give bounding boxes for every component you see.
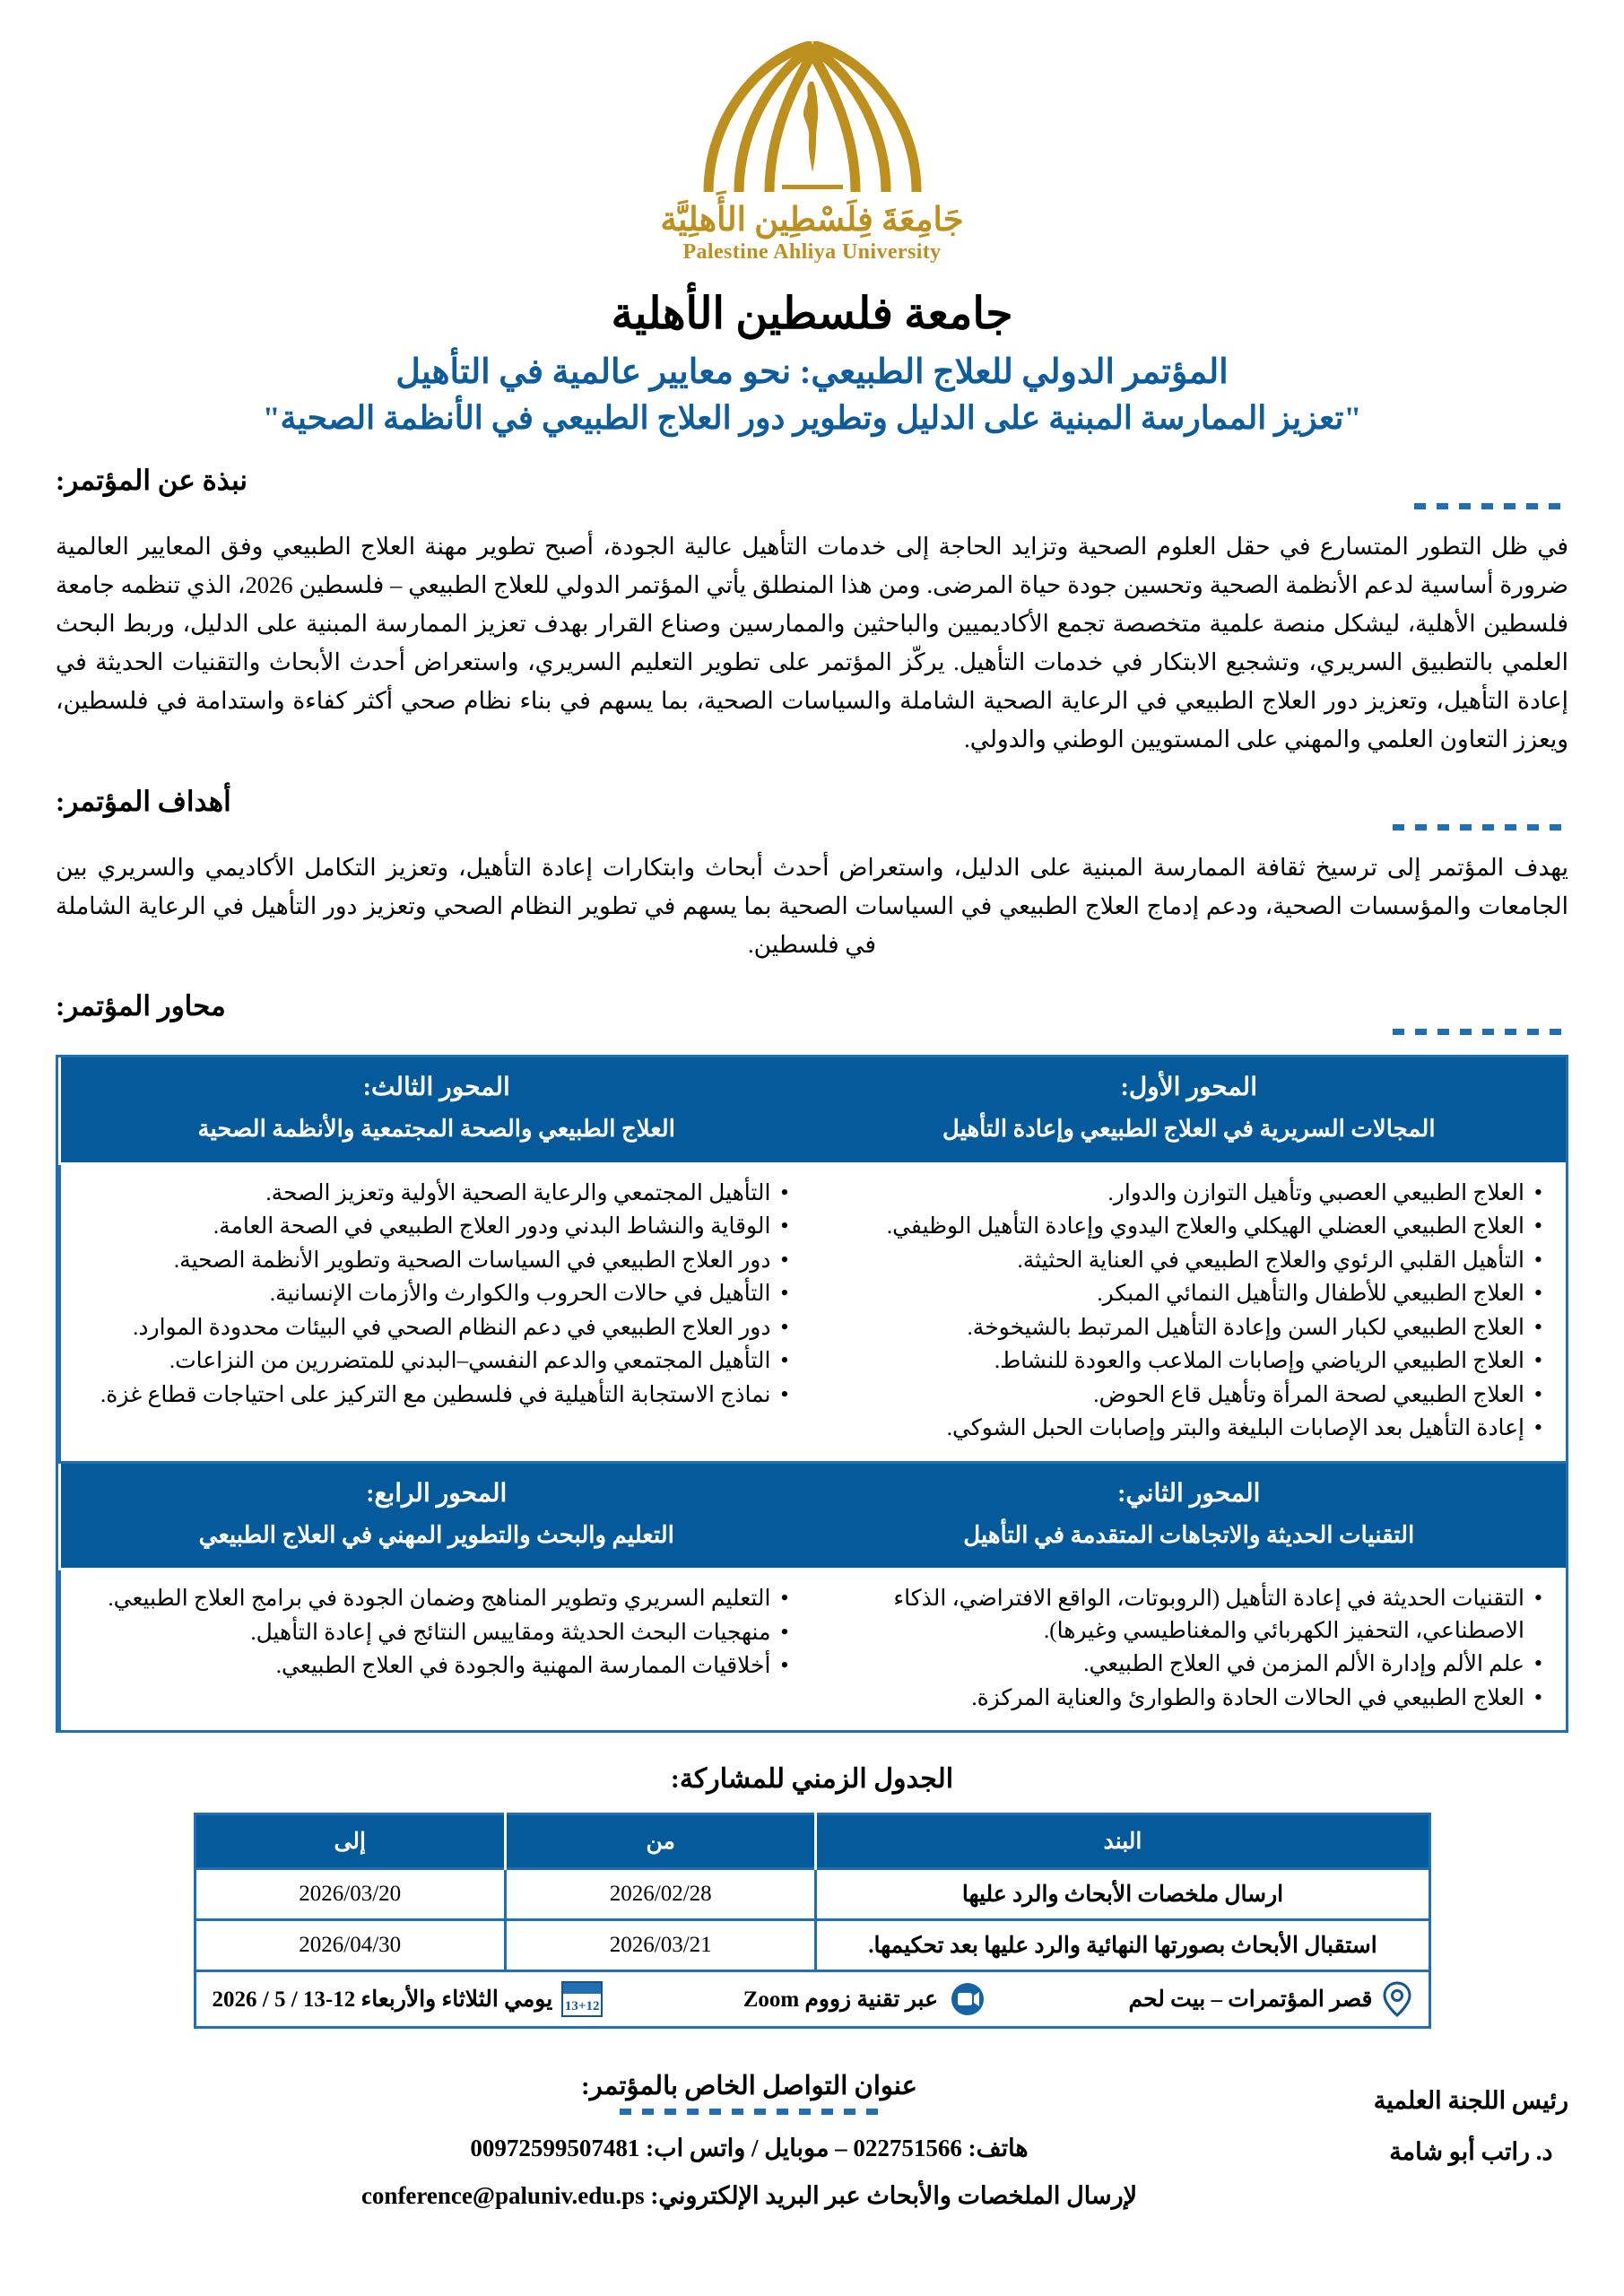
objectives-paragraph: يهدف المؤتمر إلى ترسيخ ثقافة الممارسة المبنية على الدليل، واستعراض أحدث أبحاث وابتكارات إعادة التأهيل، وتعزيز التكامل الأكاديمي والسريري بين الجامعات والمؤسسات الصحية، ودعم إدماج العلاج الطبيعي في السياسات الصحية بما يسهم في تطوير النظام الصحي وتعزيز دور التأهيل في الرعاية الشاملة في فلسطين. [56, 853, 1568, 958]
objectives-heading-underline [1393, 824, 1568, 831]
theme-body-4 [58, 1570, 812, 1730]
theme-name-4: التعليم والبحث والتطوير المهني في العلاج الطبيعي [198, 1521, 674, 1548]
about-paragraph: في ظل التطور المتسارع في حقل العلوم الصحية وتزايد الحاجة إلى خدمات التأهيل عالية الجودة، أصبح تطوير مهنة العلاج الطبيعي وفق المعايير العالمية ضرورة أساسية لدعم الأنظمة الصحية وتحسين جودة حياة المرضى. ومن هذا المنطلق يأتي المؤتمر الدولي للعلاج الطبيعي – فلسطين 2026، الذي تنظمه جامعة فلسطين الأهلية، ليشكل منصة علمية متخصصة تجمع الأكاديميين والباحثين والممارسين وصناع القرار بهدف تعزيز الممارسة المبنية على الدليل، وربط البحث العلمي بالتطبيق السريري، وتشجيع الابتكار في خدمات التأهيل. يركّز المؤتمر على تطوير التعليم السريري، واستعراض أحدث الأبحاث والتقنيات الحديثة في إعادة التأهيل، وتعزيز دور العلاج الطبيعي في الرعاية الصحية الشاملة والسياسات الصحية، بما يسهم في بناء نظام صحي أكثر كفاءة واستدامة في فلسطين، ويعزز التعاون العلمي والمهني على المستويين الوطني والدولي. [56, 533, 1568, 752]
theme-number-4: المحور الرابع: [366, 1479, 508, 1508]
list-item: • التأهيل في حالات الحروب والكوارث والأزمات الإنسانية. [81, 1278, 789, 1310]
location-pin-icon [1382, 1981, 1412, 2017]
theme-header-2 [812, 1464, 1567, 1571]
themes-section-heading [56, 990, 1568, 1035]
about-section-heading [56, 465, 1568, 509]
video-camera-icon [947, 1981, 988, 2017]
theme-number-3: المحور الثالث: [362, 1074, 510, 1102]
venue-dates [213, 1981, 604, 2017]
venue-location-label: قصر المؤتمرات – بيت لحم [1128, 1987, 1373, 2013]
conference-subtitle: "تعزيز الممارسة المبنية على الدليل وتطوير دور العلاج الطبيعي في الأنظمة الصحية" [262, 400, 1362, 436]
schedule-table-body [195, 1869, 1429, 2028]
themes-heading-underline [1393, 1029, 1568, 1035]
table-header-row [195, 1814, 1429, 1869]
theme-header-4 [58, 1464, 812, 1571]
list-item: • التأهيل المجتمعي والدعم النفسي–البدني للمتضررين من النزاعات. [81, 1345, 789, 1378]
signature-name: د. راتب أبو شامة [1389, 2138, 1553, 2166]
list-item: • نماذج الاستجابة التأهيلية في فلسطين مع التركيز على احتياجات قطاع غزة. [81, 1379, 789, 1412]
list-item: • منهجيات البحث الحديثة ومقاييس النتائج في إعادة التأهيل. [81, 1617, 789, 1649]
row-item-1: ارسال ملخصات الأبحاث والرد عليها [816, 1869, 1429, 1920]
theme-body-1 [812, 1165, 1567, 1464]
theme-bullet-list-1 [832, 1178, 1543, 1445]
about-heading-underline [1414, 503, 1568, 509]
schedule-table-head [195, 1814, 1429, 1869]
row-item-2: استقبال الأبحاث بصورتها النهائية والرد عليها بعد تحكيمها. [816, 1920, 1429, 1971]
venue-info [213, 1981, 1412, 2017]
venue-online-label: عبر تقنية زووم Zoom [743, 1987, 938, 2013]
objectives-section-heading [56, 786, 1568, 831]
contact-phone-number[interactable]: 00972599507481 [470, 2135, 640, 2162]
list-item: • العلاج الطبيعي العصبي وتأهيل التوازن والدوار. [832, 1178, 1543, 1210]
list-item: • علم الألم وإدارة الألم المزمن في العلاج الطبيعي. [832, 1648, 1543, 1681]
list-item: • العلاج الطبيعي للأطفال والتأهيل النمائي المبكر. [832, 1278, 1543, 1310]
signature-role: رئيس اللجنة العلمية [1373, 2087, 1568, 2115]
venue-online [743, 1981, 988, 2017]
conference-title: المؤتمر الدولي للعلاج الطبيعي: نحو معايير عالمية في التأهيل [395, 353, 1229, 391]
list-item: • العلاج الطبيعي الرياضي وإصابات الملاعب والعودة للنشاط. [832, 1345, 1543, 1378]
themes-heading-label: محاور المؤتمر: [56, 990, 226, 1022]
schedule-title: الجدول الزمني للمشاركة: [670, 1764, 954, 1795]
list-item: • الوقاية والنشاط البدني ودور العلاج الطبيعي في الصحة العامة. [81, 1211, 789, 1243]
theme-number-1: المحور الأول: [1120, 1074, 1257, 1102]
column-header-to: إلى [195, 1814, 505, 1869]
about-heading-label: نبذة عن المؤتمر: [56, 465, 248, 497]
university-title: جامعة فلسطين الأهلية [611, 289, 1013, 338]
list-item: • أخلاقيات الممارسة المهنية والجودة في العلاج الطبيعي. [81, 1650, 789, 1683]
venue-location [1129, 1981, 1412, 2017]
theme-header-3 [58, 1057, 812, 1165]
theme-name-3: العلاج الطبيعي والصحة المجتمعية والأنظمة الصحية [197, 1116, 675, 1143]
row-from-2: 2026/03/21 [505, 1920, 815, 1971]
contact-phone-line [56, 2135, 1443, 2162]
themes-grid [56, 1055, 1568, 1733]
theme-bullet-list-2 [832, 1583, 1543, 1714]
list-item: • التأهيل المجتمعي والرعاية الصحية الأولية وتعزيز الصحة. [81, 1178, 789, 1210]
contact-email-address[interactable]: conference@paluniv.edu.ps [360, 2182, 645, 2210]
list-item: • العلاج الطبيعي في الحالات الحادة والطوارئ والعناية المركزة. [832, 1683, 1543, 1715]
dome-palestine-map-logo [696, 41, 929, 194]
list-item: • العلاج الطبيعي لكبار السن وإعادة التأهيل المرتبط بالشيخوخة. [832, 1312, 1543, 1344]
logo-arabic-name: جَامِعَةَ فِلَسْطِين الأَهلِيَّة [660, 202, 964, 239]
row-to-2: 2026/04/30 [195, 1920, 505, 1971]
theme-number-2: المحور الثاني: [1117, 1479, 1261, 1508]
objectives-heading-label: أهداف المؤتمر: [56, 785, 231, 817]
theme-name-2: التقنيات الحديثة والاتجاهات المتقدمة في التأهيل [963, 1521, 1415, 1548]
list-item: • التعليم السريري وتطوير المناهج وضمان الجودة في برامج العلاج الطبيعي. [81, 1583, 789, 1615]
contact-heading-underline [620, 2109, 880, 2115]
contact-email-label: لإرسال الملخصات والأبحاث عبر البريد الإلكتروني: [650, 2182, 1138, 2210]
list-item: • التقنيات الحديثة في إعادة التأهيل (الروبوتات، الواقع الافتراضي، الذكاء الاصطناعي، التحفيز الكهربائي والمغناطيسي وغيرها). [832, 1583, 1543, 1647]
logo-english-name: Palestine Ahliya University [682, 240, 942, 264]
row-to-1: 2026/03/20 [195, 1869, 505, 1920]
list-item: • التأهيل القلبي الرئوي والعلاج الطبيعي في العناية الحثيثة. [832, 1245, 1543, 1277]
list-item: • دور العلاج الطبيعي في دعم النظام الصحي في البيئات محدودة الموارد. [81, 1312, 789, 1344]
signature-block [1374, 2075, 1568, 2177]
venue-cell [195, 1971, 1429, 2028]
column-header-from: من [505, 1814, 815, 1869]
venue-days-label: يومي الثلاثاء والأربعاء 12-13 / 5 / 2026 [212, 1987, 553, 2013]
list-item: • العلاج الطبيعي العضلي الهيكلي والعلاج اليدوي وإعادة التأهيل الوظيفي. [832, 1211, 1543, 1243]
theme-bullet-list-3 [81, 1178, 789, 1412]
calendar-icon [561, 1981, 603, 2017]
university-logo-block [56, 41, 1568, 265]
list-item: • دور العلاج الطبيعي في السياسات الصحية وتطوير الأنظمة الصحية. [81, 1245, 789, 1277]
schedule-table [194, 1813, 1431, 2029]
table-row [195, 1920, 1429, 1971]
contact-heading: عنوان التواصل الخاص بالمؤتمر: [581, 2072, 917, 2101]
theme-body-2 [812, 1570, 1567, 1730]
contact-phone-prefix: هاتف: 022751566 – موبايل / واتس اب: [646, 2135, 1029, 2162]
table-row [195, 1869, 1429, 1920]
list-item: • إعادة التأهيل بعد الإصابات البليغة والبتر وإصابات الحبل الشوكي. [832, 1413, 1543, 1445]
footer [56, 2070, 1568, 2231]
venue-row [195, 1971, 1429, 2028]
theme-header-1 [812, 1057, 1567, 1165]
contact-email-line [56, 2182, 1443, 2210]
theme-name-1: المجالات السريرية في العلاج الطبيعي وإعادة التأهيل [942, 1116, 1436, 1143]
column-header-item: البند [816, 1814, 1429, 1869]
list-item: • العلاج الطبيعي لصحة المرأة وتأهيل قاع الحوض. [832, 1379, 1543, 1412]
contact-block [56, 2070, 1568, 2210]
calendar-icon-label: 13+12 [564, 1999, 600, 2014]
theme-bullet-list-4 [81, 1583, 789, 1683]
row-from-1: 2026/02/28 [505, 1869, 815, 1920]
theme-body-3 [58, 1165, 812, 1464]
